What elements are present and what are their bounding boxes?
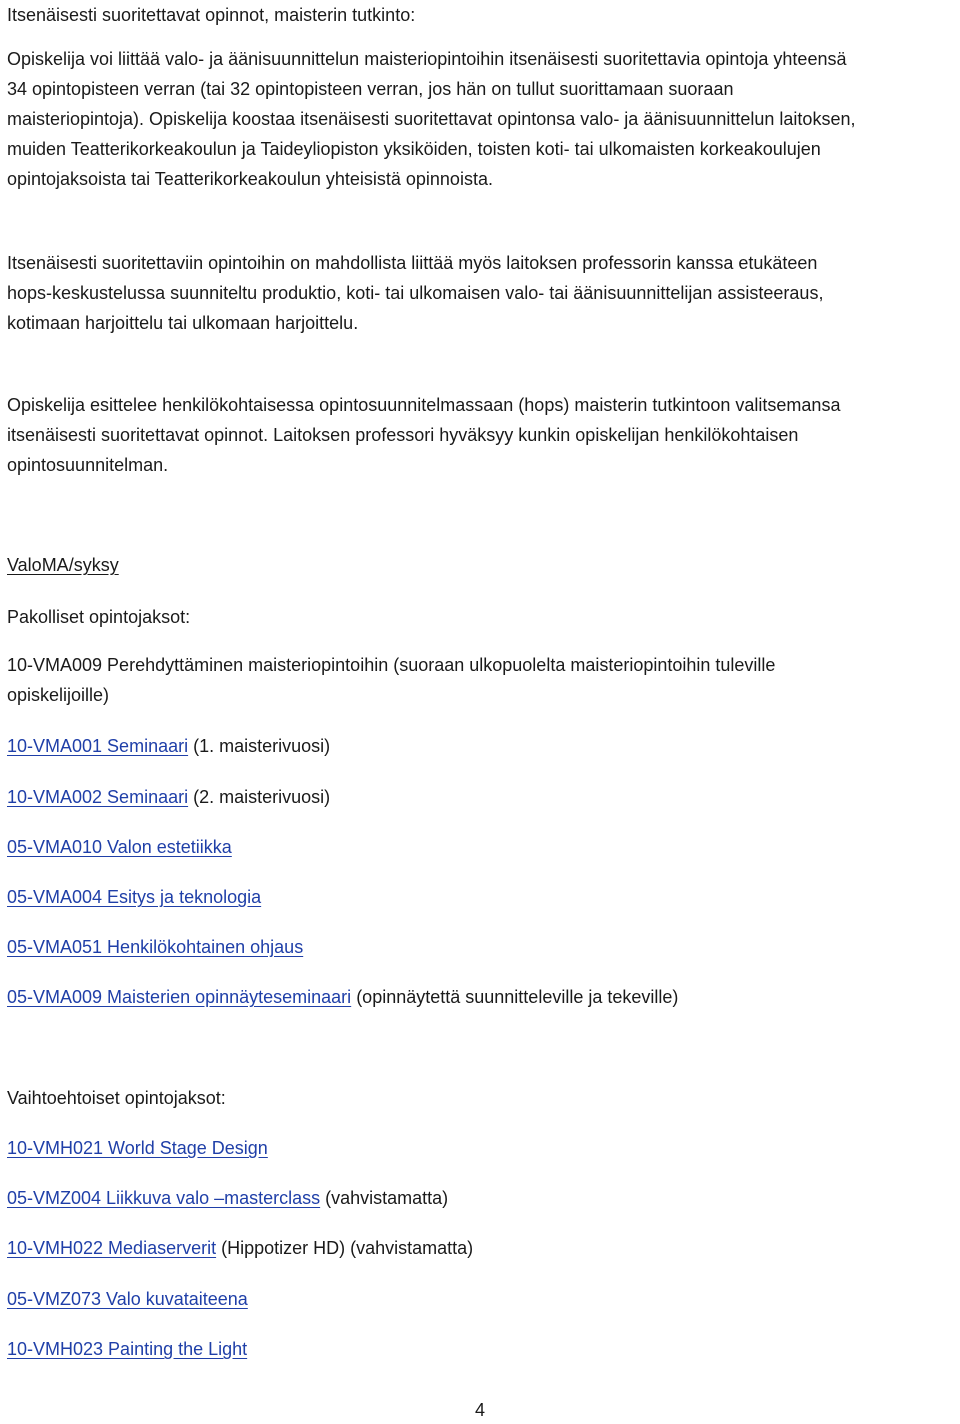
course-item	[7, 782, 953, 812]
paragraph-line: 34 opintopisteen verran (tai 32 opintopisteen verran, jos hän on tullut suorittamaan suoraan	[7, 79, 734, 99]
paragraph-line: opintojaksoista tai Teatterikorkeakoulun yhteisistä opinnoista.	[7, 169, 493, 189]
course-link[interactable]: 05-VMZ073 Valo kuvataiteena	[7, 1289, 248, 1309]
page-heading: Itsenäisesti suoritettavat opinnot, maisterin tutkinto:	[7, 5, 416, 25]
paragraph-line: maisteriopintoja). Opiskelija koostaa itsenäisesti suoritettavat opintonsa valo- ja äänisuunnittelun laitoksen,	[7, 109, 856, 129]
course-item	[7, 1334, 953, 1364]
course-item	[7, 1133, 953, 1163]
course-link[interactable]: 05-VMA051 Henkilökohtainen ohjaus	[7, 937, 304, 957]
course-link[interactable]: 05-VMZ004 Liikkuva valo –masterclass	[7, 1188, 321, 1208]
course-link[interactable]: 10-VMH021 World Stage Design	[7, 1138, 268, 1158]
paragraph-1	[7, 44, 953, 194]
course-link[interactable]: 05-VMA004 Esitys ja teknologia	[7, 887, 262, 907]
course-item	[7, 832, 953, 862]
course-item	[7, 882, 953, 912]
course-link[interactable]: 10-VMA002 Seminaari	[7, 787, 189, 807]
course-item	[7, 982, 953, 1012]
page-number: 4	[474, 1400, 485, 1420]
course-item	[7, 1284, 953, 1314]
paragraph-line: muiden Teatterikorkeakoulun ja Taideyliopiston yksiköiden, toisten koti- tai ulkomaisten korkeakoulujen	[7, 139, 821, 159]
course-note: (vahvistamatta)	[320, 1188, 449, 1208]
course-link[interactable]: 05-VMA010 Valon estetiikka	[7, 837, 232, 857]
paragraph-line: hops-keskustelussa suunniteltu produktio, koti- tai ulkomaisen valo- tai äänisuunnittelijan assisteeraus,	[7, 283, 824, 303]
course-link[interactable]: 10-VMH023 Painting the Light	[7, 1339, 248, 1359]
course-item	[7, 1183, 953, 1213]
paragraph-line: kotimaan harjoittelu tai ulkomaan harjoittelu.	[7, 313, 359, 333]
paragraph-line: opintosuunnitelman.	[7, 455, 169, 475]
paragraph-line: Opiskelija voi liittää valo- ja äänisuunnittelun maisteriopintoihin itsenäisesti suoritettavia opintoja yhteensä	[7, 49, 847, 69]
course-link[interactable]: 05-VMA009 Maisterien opinnäyteseminaari	[7, 987, 352, 1007]
paragraph-line: itsenäisesti suoritettavat opinnot. Laitoksen professori hyväksyy kunkin opiskelijan henkilökohtaisen	[7, 425, 799, 445]
paragraph-line: Itsenäisesti suoritettaviin opintoihin on mahdollista liittää myös laitoksen professorin kanssa etukäteen	[7, 253, 818, 273]
section-title: ValoMA/syksy	[7, 555, 119, 575]
course-item	[7, 1233, 953, 1263]
course-item	[7, 932, 953, 962]
course-note: (1. maisterivuosi)	[188, 736, 331, 756]
mandatory-heading: Pakolliset opintojaksot:	[7, 607, 191, 627]
course-note: (Hippotizer HD) (vahvistamatta)	[216, 1238, 474, 1258]
course-note: (opinnäytettä suunnitteleville ja tekeville)	[351, 987, 679, 1007]
mandatory-intro-course: 10-VMA009 Perehdyttäminen maisteriopintoihin (suoraan ulkopuolelta maisteriopintoihin tuleville opiskelijoille)	[7, 655, 776, 705]
paragraph-3	[7, 390, 953, 480]
optional-heading: Vaihtoehtoiset opintojaksot:	[7, 1088, 226, 1108]
paragraph-line: Opiskelija esittelee henkilökohtaisessa opintosuunnitelmassaan (hops) maisterin tutkintoon valitsemansa	[7, 395, 841, 415]
paragraph-2	[7, 248, 953, 338]
course-item	[7, 731, 953, 761]
course-link[interactable]: 10-VMA001 Seminaari	[7, 736, 189, 756]
course-link[interactable]: 10-VMH022 Mediaserverit	[7, 1238, 217, 1258]
course-note: (2. maisterivuosi)	[188, 787, 331, 807]
